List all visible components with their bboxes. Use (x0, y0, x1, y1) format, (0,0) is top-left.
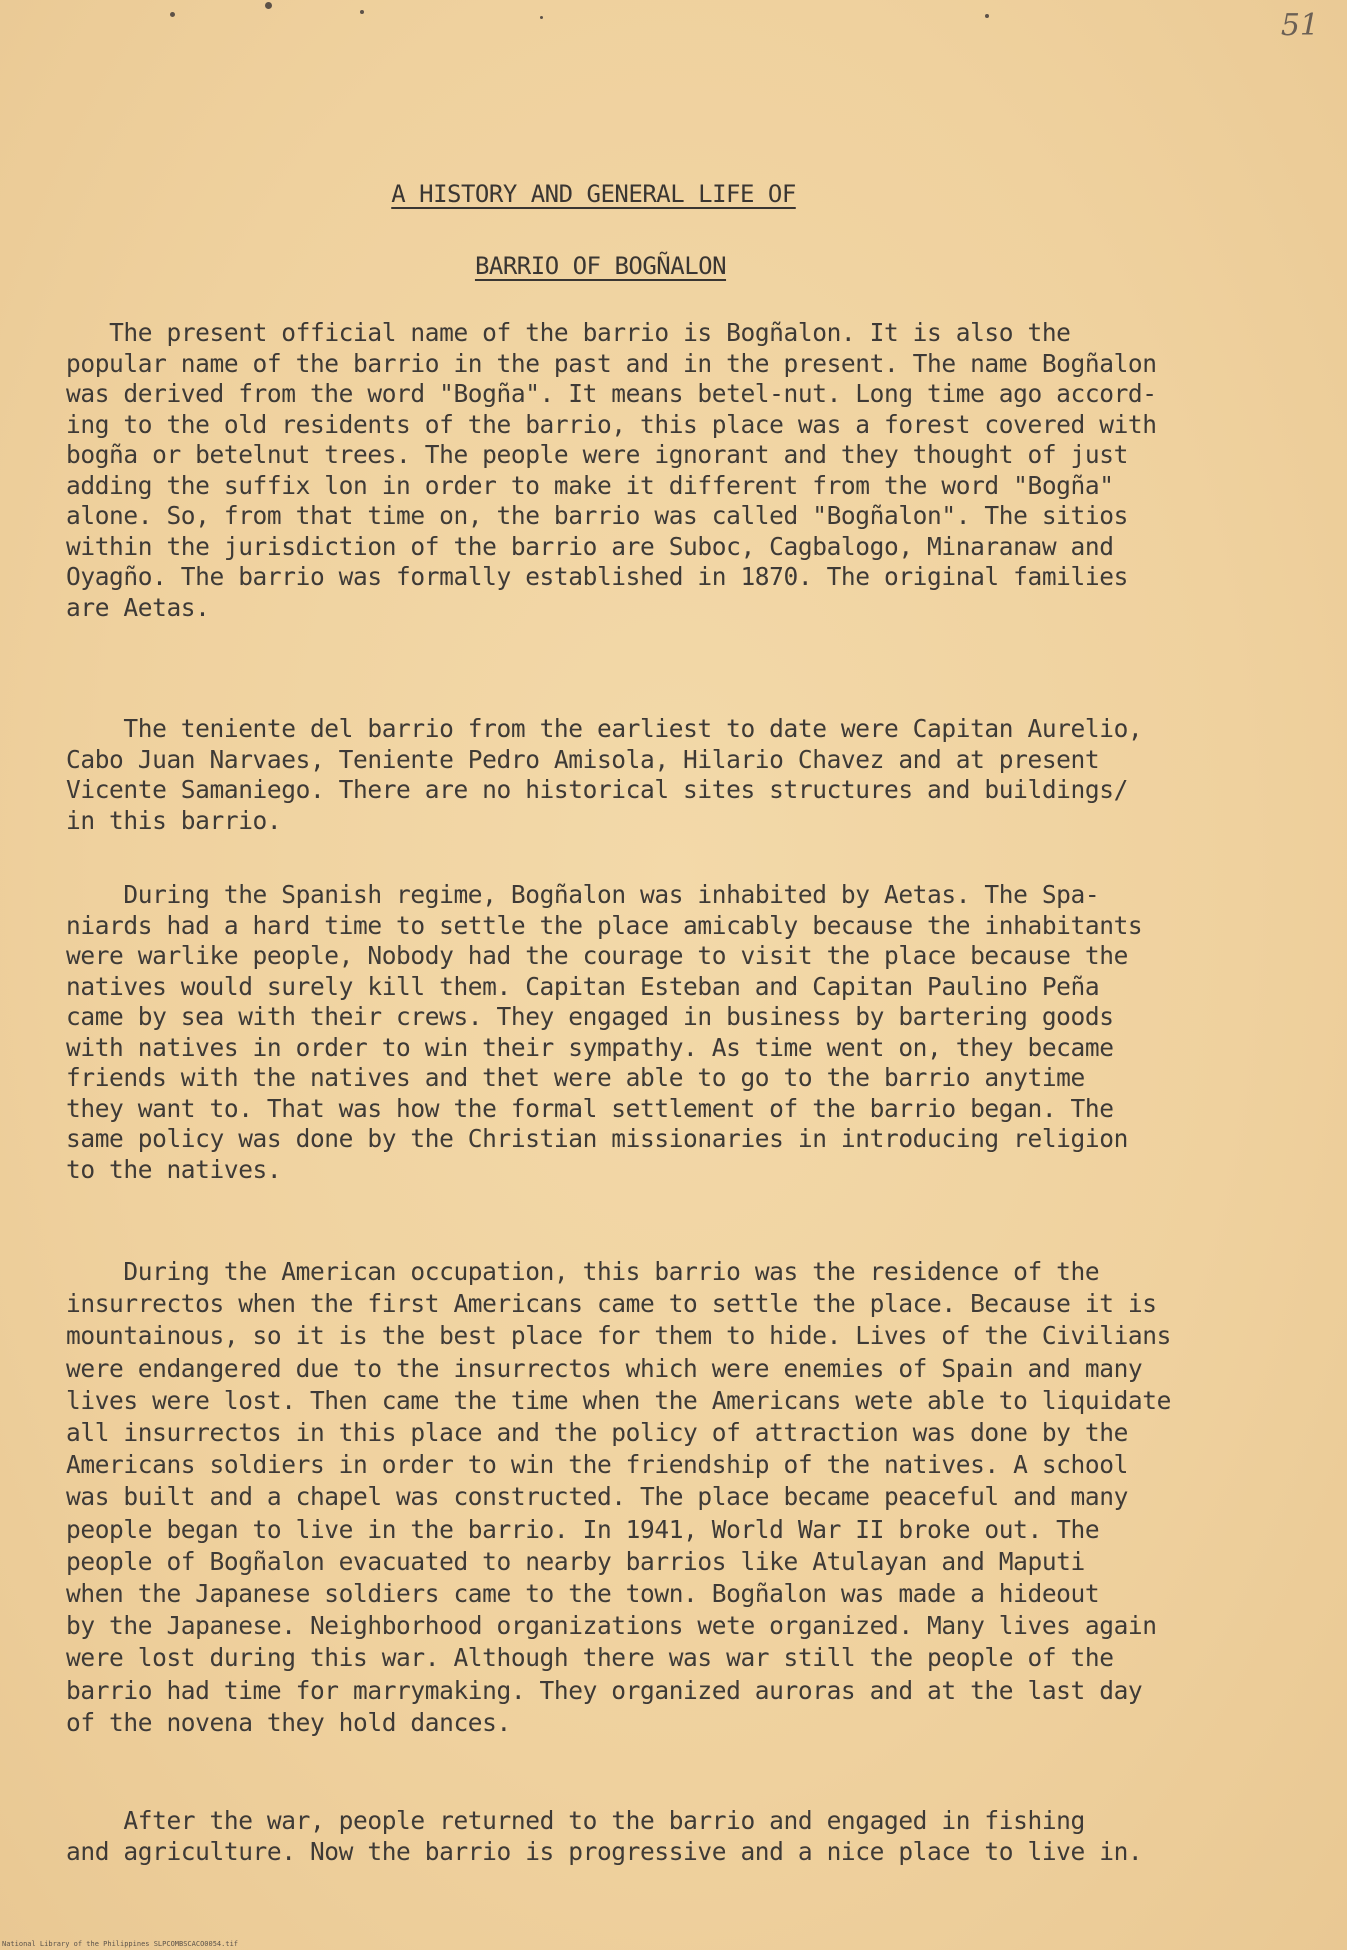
ink-speck (985, 14, 989, 18)
paragraph-name-origin: The present official name of the barrio is Bogñalon. It is also the popular name of the barrio in the past and in the present. The name Bogñalon was derived from the word "Bogña". It means betel-nut. Long time ago accord- ing to the old residents of the barrio, this place was a forest covered with bogña or betelnut trees. The people were ignorant and they thought of just adding the suffix lon in order to make it different from the word "Bogña" alone. So, from that time on, the barrio was called "Bogñalon". The sitios within the jurisdiction of the barrio are Suboc, Cagbalogo, Minaranaw and Oyagño. The barrio was formally established in 1870. The original families are Aetas. (66, 318, 1157, 622)
paragraph-american-occupation: During the American occupation, this barrio was the residence of the insurrectos when the first Americans came to settle the place. Because it is mountainous, so it is the best place for them to hide. Lives of the Civilians were endangered due to the insurrectos which were enemies of Spain and many lives were lost. Then came the time when the Americans wete able to liquidate all insurrectos in this place and the policy of attraction was done by the Americans soldiers in order to win the friendship of the natives. A school was built and a chapel was constructed. The place became peaceful and many people began to live in the barrio. In 1941, World War II broke out. The people of Bogñalon evacuated to nearby barrios like Atulayan and Maputi when the Japanese soldiers came to the town. Bogñalon was made a hideout by the Japanese. Neighborhood organizations wete organized. Many lives again were lost during this war. Although there was war still the people of the barrio had time for marrymaking. They organized auroras and at the last day of the novena they hold dances. (66, 1257, 1171, 1737)
paragraph-spanish-regime: During the Spanish regime, Bogñalon was inhabited by Aetas. The Spa- niards had a hard time to settle the place amicably because the inhabitants were warlike people, Nobody had the courage to visit the place because the natives would surely kill them. Capitan Esteban and Capitan Paulino Peña came by sea with their crews. They engaged in business by bartering goods with natives in order to win their sympathy. As time went on, they became friends with the natives and thet were able to go to the barrio anytime they want to. That was how the formal settlement of the barrio began. The same policy was done by the Christian missionaries in introducing religion to the natives. (66, 880, 1143, 1184)
page-number: 51 (1280, 8, 1319, 43)
ink-speck (540, 16, 543, 19)
paragraph-after-war: After the war, people returned to the barrio and engaged in fishing and agriculture. Now the barrio is progressive and a nice place to live in. (66, 1806, 1143, 1866)
ink-speck (170, 12, 175, 17)
paragraph-tenientes: The teniente del barrio from the earliest to date were Capitan Aurelio, Cabo Juan Narvaes, Teniente Pedro Amisola, Hilario Chavez and at present Vicente Samaniego. There are no historical sites structures and buildings/ in this barrio. (66, 714, 1143, 835)
ink-speck (360, 10, 364, 14)
title-line-2: BARRIO OF BOGÑALON (474, 252, 727, 280)
title-line-1: A HISTORY AND GENERAL LIFE OF (391, 180, 796, 208)
ink-speck (265, 2, 272, 9)
scan-footer: National Library of the Philippines SLPCOMBSCACO0054.tif (2, 1940, 239, 1948)
